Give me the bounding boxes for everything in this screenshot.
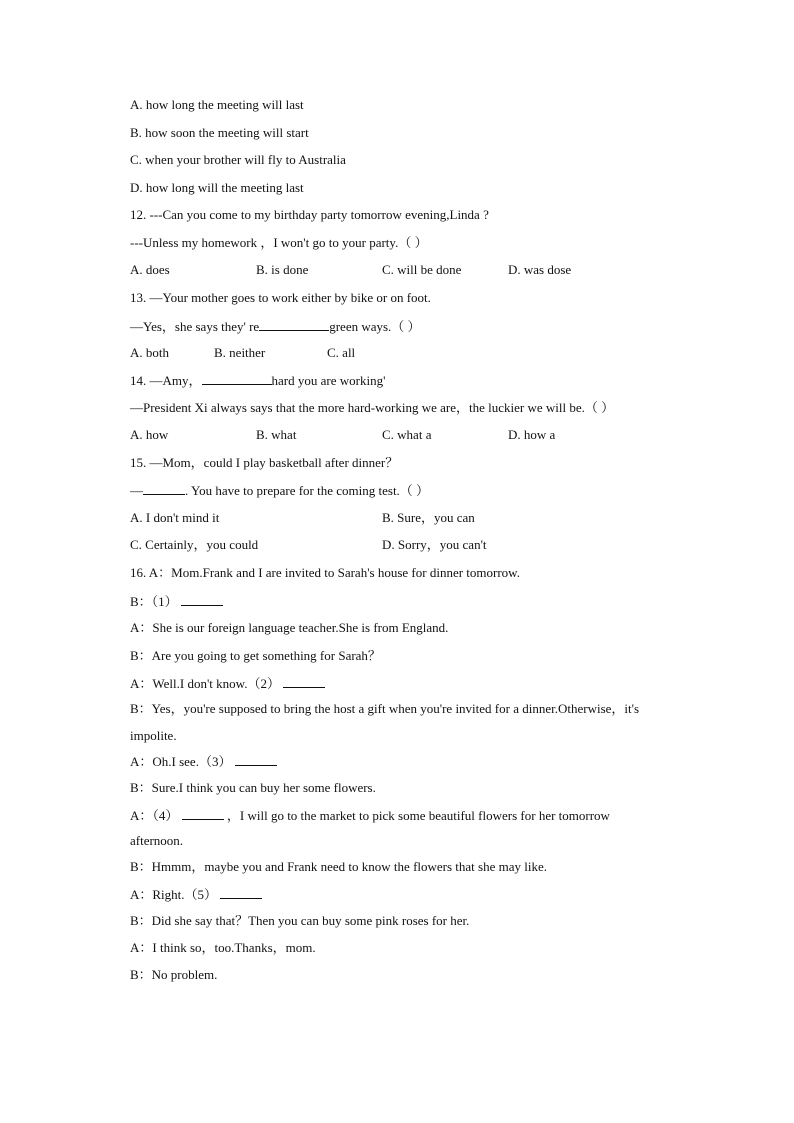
dialogue-line: [130, 832, 183, 850]
q12-option-d: D. was dose: [508, 262, 572, 277]
answer-blank: [181, 592, 223, 606]
q15-option-c: C. Certainly，you could: [130, 537, 259, 552]
dialogue-text: A：Oh.I see.（3）: [130, 754, 235, 769]
dialogue-line: [130, 779, 376, 797]
question-12-reply: ---Unless my homework ，I won't go to your party.（ ）: [130, 235, 428, 250]
q15-option-a: A. I don't mind it: [130, 510, 220, 525]
reply-text-post: . You have to prepare for the coming test.（ ）: [185, 483, 430, 498]
answer-blank: [259, 317, 329, 331]
answer-blank: [143, 481, 185, 495]
dialogue-line: [130, 700, 639, 718]
dialogue-text: A：Right.（5）: [130, 887, 221, 902]
question-14-stem: [130, 371, 385, 390]
q12-option-c: C. will be done: [382, 262, 462, 277]
q14-option-a: A. how: [130, 427, 169, 442]
reply-text-pre: —: [130, 483, 143, 498]
q15-option-d: D. Sorry，you can't: [382, 537, 487, 552]
dialogue-text: B：Hmmm，maybe you and Frank need to know the flowers that she may like.: [130, 859, 548, 874]
q12-option-a: A. does: [130, 262, 170, 277]
dialogue-text: B：（1）: [130, 594, 181, 609]
dialogue-text: A：She is our foreign language teacher.She is from England.: [130, 620, 449, 635]
q14-option-b: B. what: [256, 427, 297, 442]
question-15-reply: [130, 481, 429, 500]
dialogue-line: [130, 592, 223, 611]
dialogue-text: A：I think so，too.Thanks，mom.: [130, 940, 316, 955]
dialogue-line: [130, 752, 277, 771]
reply-text-pre: —Yes，she says they' re: [130, 319, 260, 334]
question-12-stem: 12. ---Can you come to my birthday party tomorrow evening,Linda ?: [130, 207, 489, 222]
q13-option-b: B. neither: [214, 345, 266, 360]
q13-option-a: A. both: [130, 345, 169, 360]
question-14-reply: —President Xi always says that the more hard-working we are，the luckier we will be.（ ）: [130, 400, 615, 415]
dialogue-line: [130, 939, 316, 957]
dialogue-line: [130, 727, 177, 745]
question-13-reply: [130, 317, 421, 336]
answer-blank: [202, 371, 272, 385]
answer-blank: [182, 806, 224, 820]
dialogue-line: [130, 885, 262, 904]
stem-text-post: hard you are working': [271, 373, 386, 388]
q14-option-c: C. what a: [382, 427, 432, 442]
dialogue-text: B：No problem.: [130, 967, 218, 982]
dialogue-text: A：（4）: [130, 808, 182, 823]
dialogue-text: B：Are you going to get something for Sarah？: [130, 648, 381, 663]
q12-option-b: B. is done: [256, 262, 309, 277]
dialogue-text: B：Sure.I think you can buy her some flowers.: [130, 780, 376, 795]
dialogue-line: [130, 806, 610, 825]
dialogue-line: [130, 674, 325, 693]
option-d: D. how long will the meeting last: [130, 180, 304, 195]
dialogue-text: 16. A：Mom.Frank and I are invited to Sarah's house for dinner tomorrow.: [130, 565, 520, 580]
dialogue-text: B：Yes，you're supposed to bring the host a gift when you're invited for a dinner.Otherwise，it's: [130, 701, 640, 716]
dialogue-line: [130, 647, 381, 665]
dialogue-text: A：Well.I don't know.（2）: [130, 676, 284, 691]
dialogue-text: B：Did she say that？Then you can buy some pink roses for her.: [130, 913, 470, 928]
dialogue-line: [130, 858, 547, 876]
dialogue-line: [130, 966, 217, 984]
answer-blank: [220, 885, 262, 899]
q13-option-c: C. all: [327, 345, 356, 360]
option-c: C. when your brother will fly to Australia: [130, 152, 346, 167]
question-15-stem: 15. —Mom，could I play basketball after dinner？: [130, 455, 399, 470]
dialogue-text: impolite.: [130, 728, 177, 743]
q15-option-b: B. Sure，you can: [382, 510, 475, 525]
dialogue-text: ，I will go to the market to pick some beautiful flowers for her tomorrow: [223, 808, 610, 823]
stem-text-pre: 14. —Amy，: [130, 373, 202, 388]
q14-option-d: D. how a: [508, 427, 556, 442]
reply-text-post: green ways.（ ）: [329, 319, 421, 334]
answer-blank: [283, 674, 325, 688]
dialogue-line: [130, 564, 520, 582]
option-a: A. how long the meeting will last: [130, 97, 304, 112]
dialogue-text: afternoon.: [130, 833, 184, 848]
dialogue-line: [130, 619, 448, 637]
answer-blank: [235, 752, 277, 766]
dialogue-line: [130, 912, 469, 930]
option-b: B. how soon the meeting will start: [130, 125, 309, 140]
question-13-stem: 13. —Your mother goes to work either by bike or on foot.: [130, 290, 431, 305]
